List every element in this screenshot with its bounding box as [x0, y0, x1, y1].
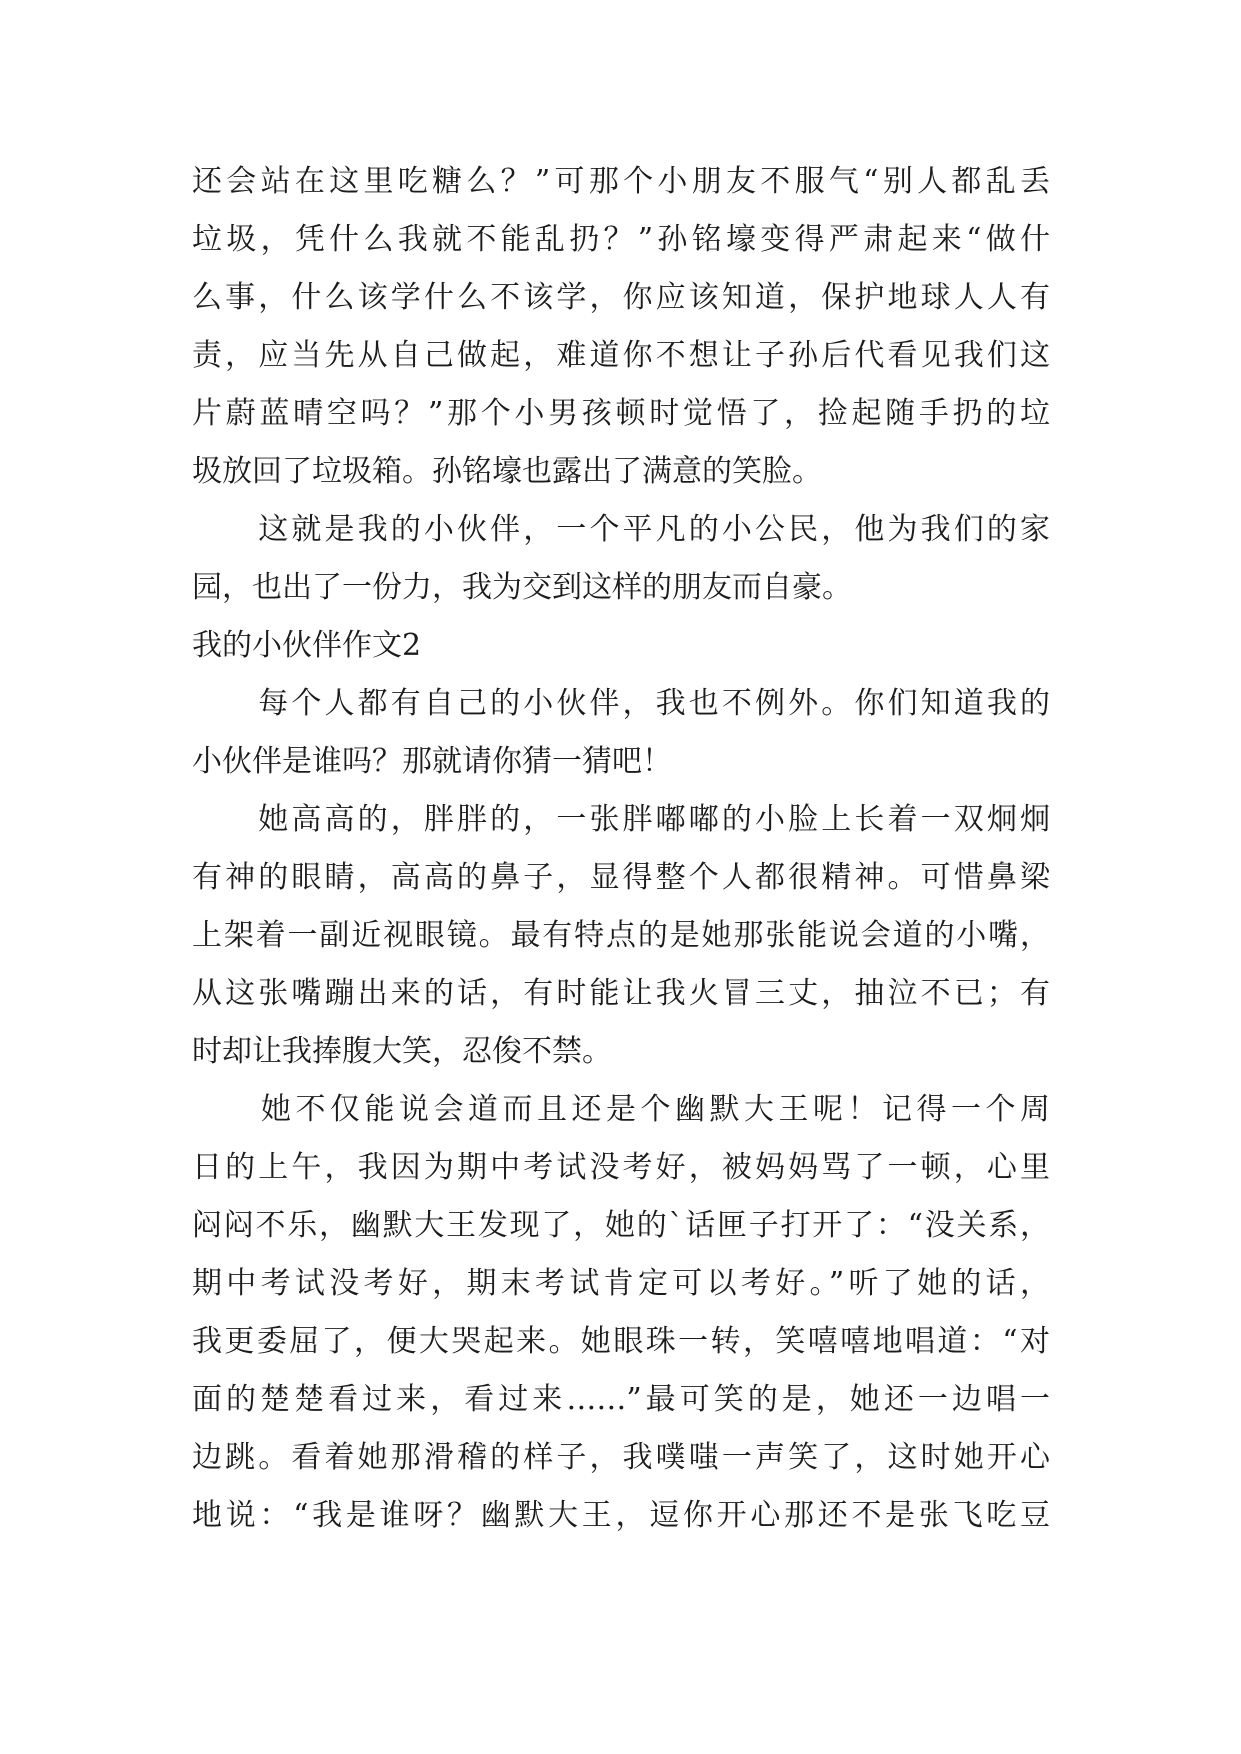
text-line: 期中考试没考好，期末考试肯定可以考好。”听了她的话， [192, 1266, 1050, 1301]
text-line: 小伙伴是谁吗？那就请你猜一猜吧！ [192, 744, 672, 779]
essay-title: 我的小伙伴作文2 [192, 628, 422, 663]
text-line: 垃圾，凭什么我就不能乱扔？”孙铭壕变得严肃起来“做什 [192, 222, 1050, 257]
text-line: 日的上午，我因为期中考试没考好，被妈妈骂了一顿，心里 [192, 1150, 1050, 1185]
paragraph [192, 501, 1050, 617]
paragraph [192, 675, 1050, 791]
text-line: 么事，什么该学什么不该学，你应该知道，保护地球人人有 [192, 280, 1050, 315]
text-line: 我更委屈了，便大哭起来。她眼珠一转，笑嘻嘻地唱道：“对 [192, 1324, 1050, 1359]
text-line: 这就是我的小伙伴，一个平凡的小公民，他为我们的家 [192, 512, 1050, 547]
text-line: 园，也出了一份力，我为交到这样的朋友而自豪。 [192, 570, 852, 605]
text-line: 时却让我捧腹大笑，忍俊不禁。 [192, 1034, 612, 1069]
text-line: 还会站在这里吃糖么？”可那个小朋友不服气“别人都乱丢 [192, 164, 1050, 199]
text-line: 她高高的，胖胖的，一张胖嘟嘟的小脸上长着一双炯炯 [192, 802, 1050, 837]
document-body [192, 153, 1050, 1545]
text-line: 上架着一副近视眼镜。最有特点的是她那张能说会道的小嘴， [192, 918, 1050, 953]
text-line: 边跳。看着她那滑稽的样子，我噗嗤一声笑了，这时她开心 [192, 1440, 1050, 1475]
text-line: 从这张嘴蹦出来的话，有时能让我火冒三丈，抽泣不已；有 [192, 976, 1050, 1011]
text-line: 片蔚蓝晴空吗？”那个小男孩顿时觉悟了，捡起随手扔的垃 [192, 396, 1050, 431]
text-line: 责，应当先从自己做起，难道你不想让子孙后代看见我们这 [192, 338, 1050, 373]
text-line: 每个人都有自己的小伙伴，我也不例外。你们知道我的 [192, 686, 1050, 721]
text-line: 地说：“我是谁呀？幽默大王，逗你开心那还不是张飞吃豆 [192, 1498, 1050, 1533]
paragraph [192, 1081, 1050, 1545]
text-line: 她不仅能说会道而且还是个幽默大王呢！记得一个周 [192, 1092, 1050, 1127]
text-line: 闷闷不乐，幽默大王发现了，她的`话匣子打开了：“没关系， [192, 1208, 1050, 1243]
text-line: 圾放回了垃圾箱。孙铭壕也露出了满意的笑脸。 [192, 454, 822, 489]
text-line: 面的楚楚看过来，看过来……”最可笑的是，她还一边唱一 [192, 1382, 1050, 1417]
paragraph [192, 791, 1050, 1081]
paragraph [192, 153, 1050, 501]
text-line: 有神的眼睛，高高的鼻子，显得整个人都很精神。可惜鼻梁 [192, 860, 1050, 895]
